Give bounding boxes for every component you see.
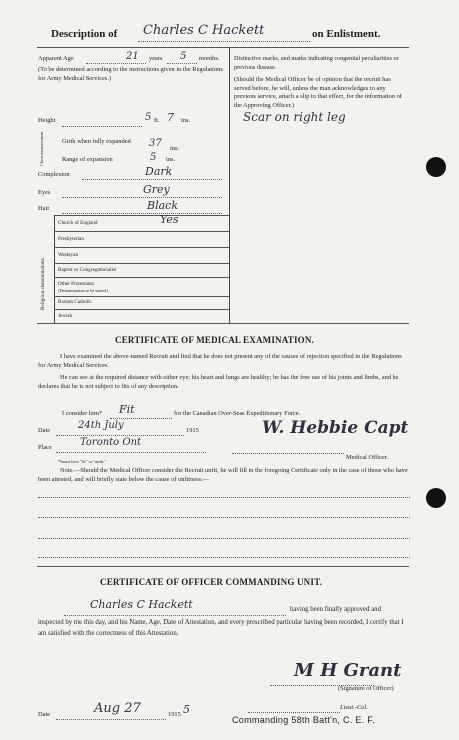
hair-value: Black <box>147 199 178 212</box>
title-prefix: Description of <box>51 28 118 40</box>
marks-heading: Distinctive marks, and marks indicating congenital peculiarities or previous disease. <box>234 55 399 71</box>
religious-denominations-label: Religious denominations <box>40 258 46 310</box>
title-suffix: on Enlistment. <box>312 28 381 40</box>
religion-roman-catholic: Roman Catholic <box>58 299 92 305</box>
girth-value: 37 <box>149 138 162 149</box>
girth-label: Girth when fully expanded <box>62 138 131 145</box>
commanding-heading: CERTIFICATE OF OFFICER COMMANDING UNIT. <box>100 577 323 587</box>
medical-paragraph-1: I have examined the above-named Recruit and find that he does not present any of the causes of rejection specified in the Regulations for Army Medical Services. <box>38 353 402 370</box>
commanding-date-label: Date <box>38 711 51 718</box>
commanding-line1-suffix: having been finally approved and <box>290 606 381 613</box>
complexion-line <box>82 179 222 180</box>
medical-officer-label: Medical Officer. <box>346 454 389 461</box>
consider-suffix: for the Canadian Over-Seas Expeditionary Force. <box>174 410 301 417</box>
medical-bottom-rule <box>37 566 409 567</box>
commanding-year: 1915 <box>168 711 181 718</box>
name-line <box>138 41 310 42</box>
religion-row-rule <box>54 309 229 310</box>
height-line <box>62 126 142 127</box>
unfitness-line-3 <box>38 538 410 539</box>
medical-paragraph-2: He can see at the required distance with either eye; his heart and lungs are healthy; he has the free use of his joints and limbs, and he declares that he is not subject to fits of any description. <box>38 374 399 391</box>
girth-unit: ins. <box>170 145 180 152</box>
religion-presbyterian: Presbyterian <box>58 236 84 242</box>
unfitness-line-1 <box>38 497 410 498</box>
medical-note: Note.—Should the Medical Officer consider the Recruit unfit, he will fill in the foregoing Certificate only in the case of those who have been attested, and will briefly state below the cause of unfitness:— <box>38 467 408 483</box>
religion-other-protestants: Other Protestants <box>58 281 94 287</box>
complexion-label: Complexion <box>38 171 70 178</box>
commanding-rank: Lieut.-Col. <box>340 704 368 711</box>
range-value: 5 <box>150 152 157 163</box>
medical-officer-line <box>232 453 344 454</box>
fit-footnote: *Insert here "fit" or "unfit." <box>58 459 107 464</box>
religion-wesleyan: Wesleyan <box>58 252 79 258</box>
years-label: years <box>149 55 163 62</box>
ft-label: ft. <box>154 117 160 124</box>
religion-row-rule <box>54 247 229 248</box>
consider-prefix: I consider him* <box>62 410 103 417</box>
religion-baptist: Baptist or Congregationalist <box>58 267 117 273</box>
hair-label: Hair <box>38 205 50 212</box>
religion-jewish: Jewish <box>58 313 73 319</box>
medical-date-value: 24th July <box>78 420 124 431</box>
medical-year: 1915 <box>186 427 199 434</box>
religion-top-rule <box>54 215 229 216</box>
age-years-value: 21 <box>126 51 139 62</box>
eyes-value: Grey <box>143 183 170 196</box>
religion-row-rule <box>54 296 229 297</box>
unfitness-line-4 <box>38 557 410 558</box>
column-divider <box>229 47 230 323</box>
age-months-value: 5 <box>180 51 187 62</box>
commanding-officer-signature: M H Grant <box>294 660 402 681</box>
signature-label: (Signature of Officer) <box>338 685 394 692</box>
commanding-rank-line <box>248 712 340 713</box>
description-bottom-rule <box>37 323 409 324</box>
other-protestants-note: (Denomination to be stated.) <box>58 288 109 293</box>
punch-hole-top <box>426 157 446 177</box>
range-unit: ins. <box>166 156 176 163</box>
religion-row-rule <box>54 277 229 278</box>
unfitness-line-2 <box>38 517 410 518</box>
chest-measurement-label: Chest measurement <box>39 131 44 166</box>
religion-church-of-england-value: Yes <box>160 213 179 226</box>
commanding-stamp: Commanding 58th Batt'n, C. E. F. <box>232 715 375 725</box>
place-label: Place <box>38 444 52 451</box>
months-label: months. <box>199 55 220 62</box>
place-value: Toronto Ont <box>80 437 142 448</box>
medical-officer-signature: W. Hebbie Capt <box>262 418 409 438</box>
commanding-recruit-name: Charles C Hackett <box>90 598 193 611</box>
commanding-date-value: Aug 27 <box>94 701 141 716</box>
religion-row-rule <box>54 263 229 264</box>
age-months-line <box>167 63 197 64</box>
marks-note: (Should the Medical Officer be of opinion that the recruit has served before, he will, unless the man acknowledges to any previous service, attach a slip to that effect, for the information of the Approving Officer.) <box>234 76 402 109</box>
medical-date-label: Date <box>38 427 51 434</box>
eyes-label: Eyes <box>38 189 51 196</box>
commanding-paragraph: inspected by me this day, and his Name, Age, Date of Attestation, and every prescribed particular having been recorded, I certify that I am satisfied with the correctness of this Attestation. <box>38 619 404 637</box>
place-line <box>56 452 206 453</box>
medical-heading: CERTIFICATE OF MEDICAL EXAMINATION. <box>115 335 315 345</box>
top-rule <box>37 47 409 48</box>
height-inches-value: 7 <box>167 111 174 124</box>
commanding-name-line <box>64 615 286 616</box>
range-label: Range of expansion <box>62 156 113 163</box>
age-years-line <box>86 63 146 64</box>
age-label: Apparent Age <box>38 55 74 62</box>
commanding-year-suffix-hand: 5 <box>183 703 190 716</box>
distinctive-marks-value: Scar on right leg <box>243 110 346 124</box>
commanding-date-line <box>56 719 166 720</box>
eyes-line <box>62 197 222 198</box>
fitness-value: Fit <box>119 403 135 416</box>
punch-hole-bottom <box>426 488 446 508</box>
ins-label: ins. <box>181 117 191 124</box>
hair-line <box>62 213 222 214</box>
height-label: Height <box>38 117 56 124</box>
age-note: (To be determined according to the instructions given in the Regulations for Army Medical Services.) <box>38 66 223 82</box>
fitness-line <box>110 418 172 419</box>
recruit-name: Charles C Hackett <box>143 23 265 38</box>
complexion-value: Dark <box>145 165 173 178</box>
religion-church-of-england: Church of England <box>58 220 98 226</box>
medical-date-line <box>56 435 184 436</box>
height-feet-value: 5 <box>145 112 152 123</box>
religion-row-rule <box>54 231 229 232</box>
